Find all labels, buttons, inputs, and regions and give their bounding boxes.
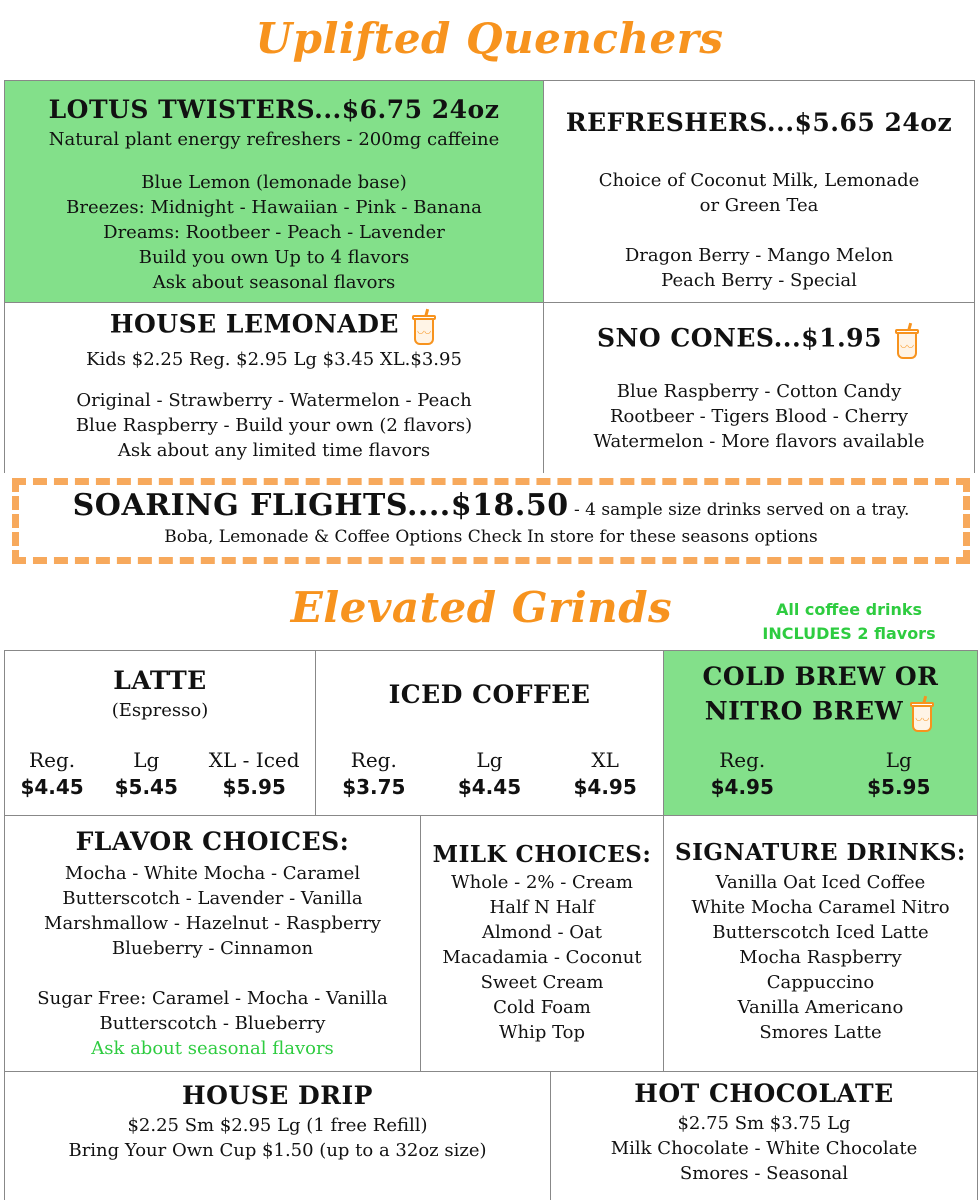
size-label: Lg (885, 748, 912, 772)
refreshers-line: Choice of Coconut Milk, Lemonade (598, 169, 920, 191)
sugar-free-line: Sugar Free: Caramel - Mocha - Vanilla (37, 987, 388, 1009)
section-title-uplifted-quenchers: Uplifted Quenchers (255, 14, 724, 63)
milk-heading: MILK CHOICES: (432, 841, 652, 868)
size-label: Reg. (350, 748, 397, 772)
iced-size-xl (574, 747, 637, 801)
signature-line: Smores Latte (759, 1022, 882, 1044)
size-label: Reg. (29, 748, 76, 772)
signature-line: Vanilla Oat Iced Coffee (715, 872, 926, 894)
iced-heading: ICED COFFEE (388, 680, 591, 709)
drip-heading: HOUSE DRIP (182, 1081, 373, 1110)
milk-line: Whip Top (498, 1022, 586, 1044)
house-drip-panel (4, 1072, 550, 1200)
flavor-line: Blueberry - Cinnamon (111, 937, 314, 959)
coffee-flavor-note (720, 598, 978, 646)
latte-size-lg (115, 747, 178, 801)
lemonade-line: Ask about any limited time flavors (117, 440, 431, 461)
latte-subtitle: (Espresso) (111, 699, 209, 721)
flavor-choices-panel (4, 816, 420, 1072)
flights-inline: - 4 sample size drinks served on a tray. (568, 500, 910, 520)
size-price: $4.45 (457, 775, 522, 799)
size-label: Lg (476, 748, 503, 772)
boba-cup-icon: ◡◡ (908, 696, 936, 734)
drip-line: $2.25 Sm $2.95 Lg (1 free Refill) (127, 1114, 428, 1136)
iced-coffee-panel (315, 650, 663, 816)
lotus-line: Blue Lemon (lemonade base) (141, 171, 407, 193)
lotus-line: Ask about seasonal flavors (152, 271, 396, 293)
signature-line: Butterscotch Iced Latte (712, 922, 929, 944)
cold-size-reg (711, 747, 774, 801)
latte-heading: LATTE (113, 666, 207, 695)
size-label: XL - Iced (208, 748, 300, 772)
cold-brew-panel (663, 650, 978, 816)
milk-line: Macadamia - Coconut (442, 947, 642, 969)
flavor-heading: FLAVOR CHOICES: (75, 827, 350, 856)
lotus-line: Dreams: Rootbeer - Peach - Lavender (103, 221, 445, 243)
size-label: Lg (133, 748, 160, 772)
hot-chocolate-panel (550, 1072, 978, 1200)
lotus-subtitle: Natural plant energy refreshers - 200mg caffeine (48, 128, 500, 150)
cold-size-lg (867, 747, 930, 801)
refreshers-line: or Green Tea (699, 194, 819, 216)
lotus-twisters-panel (4, 80, 543, 303)
hotchoc-line: Milk Chocolate - White Chocolate (610, 1137, 918, 1159)
latte-size-reg (20, 747, 83, 801)
size-label: XL (591, 748, 619, 772)
iced-size-reg (342, 747, 405, 801)
size-price: $3.75 (342, 775, 406, 799)
cold-heading-line: NITRO BREW (704, 696, 904, 726)
refreshers-heading: REFRESHERS...$5.65 24oz (565, 108, 953, 137)
section-title-elevated-grinds: Elevated Grinds (290, 583, 673, 632)
house-lemonade-panel (4, 303, 543, 473)
signature-line: Cappuccino (766, 972, 875, 994)
refreshers-line: Peach Berry - Special (661, 269, 857, 291)
size-price: $4.95 (710, 775, 774, 799)
size-label: Reg. (719, 748, 766, 772)
coffee-note-line: INCLUDES 2 flavors (762, 624, 936, 643)
seasonal-flavors-note: Ask about seasonal flavors (91, 1037, 334, 1059)
sno-line: Rootbeer - Tigers Blood - Cherry (609, 406, 909, 427)
signature-line: Vanilla Americano (737, 997, 904, 1019)
milk-line: Cold Foam (493, 997, 591, 1019)
soaring-flights-panel (12, 478, 970, 564)
hotchoc-line: $2.75 Sm $3.75 Lg (677, 1112, 851, 1134)
size-price: $4.45 (20, 775, 84, 799)
boba-cup-icon: ◡◡ (410, 309, 438, 347)
flights-line: Boba, Lemonade & Coffee Options Check In store for these seasons options (164, 527, 818, 547)
size-price: $5.95 (222, 775, 286, 799)
latte-size-xl (209, 747, 300, 801)
boba-cup-icon: ◡◡ (893, 323, 921, 361)
coffee-note-line: All coffee drinks (775, 600, 922, 619)
milk-line: Half N Half (489, 897, 595, 919)
lotus-line: Breezes: Midnight - Hawaiian - Pink - Banana (66, 196, 482, 218)
sno-cones-panel (543, 303, 975, 473)
lotus-heading: LOTUS TWISTERS...$6.75 24oz (48, 95, 500, 124)
lemonade-heading: HOUSE LEMONADE (109, 309, 399, 339)
flavor-line: Marshmallow - Hazelnut - Raspberry (44, 912, 381, 934)
signature-line: White Mocha Caramel Nitro (691, 897, 950, 919)
lemonade-line: Original - Strawberry - Watermelon - Peach (76, 390, 472, 411)
flavor-line: Butterscotch - Lavender - Vanilla (62, 887, 363, 909)
lotus-line: Build you own Up to 4 flavors (138, 246, 410, 268)
sno-line: Watermelon - More flavors available (593, 431, 925, 452)
cold-heading-line: COLD BREW OR (702, 662, 939, 691)
milk-line: Whole - 2% - Cream (451, 872, 633, 894)
hotchoc-heading: HOT CHOCOLATE (634, 1079, 894, 1108)
size-price: $4.95 (573, 775, 637, 799)
sno-line: Blue Raspberry - Cotton Candy (616, 381, 902, 402)
hotchoc-line: Smores - Seasonal (679, 1162, 849, 1184)
latte-panel (4, 650, 315, 816)
signature-drinks-panel (663, 816, 978, 1072)
flavor-line: Mocha - White Mocha - Caramel (64, 862, 361, 884)
refreshers-panel (543, 80, 975, 303)
milk-line: Almond - Oat (481, 922, 603, 944)
size-price: $5.45 (114, 775, 178, 799)
lemonade-line: Blue Raspberry - Build your own (2 flavors) (75, 415, 473, 436)
size-price: $5.95 (867, 775, 931, 799)
iced-size-lg (458, 747, 521, 801)
flights-heading: SOARING FLIGHTS....$18.50 (72, 488, 569, 523)
milk-line: Sweet Cream (480, 972, 604, 994)
lemonade-prices: Kids $2.25 Reg. $2.95 Lg $3.45 XL.$3.95 (86, 349, 462, 370)
signature-heading: SIGNATURE DRINKS: (675, 839, 966, 866)
drip-line: Bring Your Own Cup $1.50 (up to a 32oz size) (68, 1139, 487, 1161)
sno-heading: SNO CONES...$1.95 (596, 323, 882, 353)
sugar-free-line: Butterscotch - Blueberry (99, 1012, 326, 1034)
refreshers-line: Dragon Berry - Mango Melon (624, 244, 894, 266)
signature-line: Mocha Raspberry (739, 947, 902, 969)
milk-choices-panel (420, 816, 663, 1072)
